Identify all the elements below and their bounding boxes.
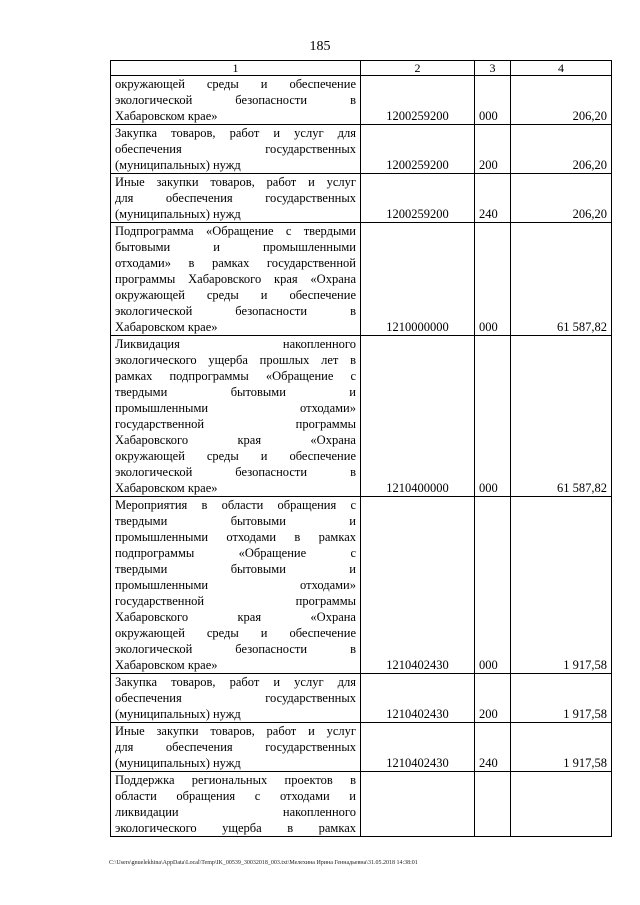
description-line: Иные закупки товаров, работ и услуг <box>115 175 356 189</box>
amount-value: 1 917,58 <box>511 674 612 723</box>
table-row <box>111 674 612 723</box>
description-line: Хабаровского края «Охрана <box>115 433 356 447</box>
description-line: области обращения с отходами и <box>115 789 356 803</box>
table-row <box>111 223 612 336</box>
row-description <box>111 76 361 125</box>
description-line: промышленными отходами» <box>115 578 356 592</box>
description-line: (муниципальных) нужд <box>115 158 241 172</box>
row-description <box>111 674 361 723</box>
expense-type-code: 000 <box>475 497 511 674</box>
row-description <box>111 723 361 772</box>
table-row <box>111 336 612 497</box>
table-row <box>111 76 612 125</box>
expense-type-code: 000 <box>475 223 511 336</box>
row-description <box>111 223 361 336</box>
row-description <box>111 174 361 223</box>
description-line: экологического ущерба в рамках <box>115 821 356 835</box>
description-line: экологической безопасности в <box>115 465 356 479</box>
table-header-row <box>111 61 612 76</box>
target-article-code: 1200259200 <box>361 174 475 223</box>
table-body <box>111 76 612 837</box>
target-article-code: 1210402430 <box>361 723 475 772</box>
description-line: Закупка товаров, работ и услуг для <box>115 126 356 140</box>
description-line: Хабаровском крае» <box>115 320 218 334</box>
column-header-3: 3 <box>475 61 511 76</box>
description-line: твердыми бытовыми и <box>115 514 356 528</box>
description-line: окружающей среды и обеспечение <box>115 288 356 302</box>
description-line: для обеспечения государственных <box>115 740 356 754</box>
amount-value <box>511 772 612 837</box>
budget-table <box>110 60 612 837</box>
amount-value: 1 917,58 <box>511 497 612 674</box>
expense-type-code: 200 <box>475 674 511 723</box>
description-line: Мероприятия в области обращения с <box>115 498 356 512</box>
table-row <box>111 723 612 772</box>
description-line: твердыми бытовыми и <box>115 562 356 576</box>
description-line: экологической безопасности в <box>115 304 356 318</box>
target-article-code <box>361 772 475 837</box>
description-line: Хабаровском крае» <box>115 109 218 123</box>
description-line: (муниципальных) нужд <box>115 707 241 721</box>
description-line: твердыми бытовыми и <box>115 385 356 399</box>
description-line: экологического ущерба прошлых лет в <box>115 353 356 367</box>
column-header-4: 4 <box>511 61 612 76</box>
amount-value: 1 917,58 <box>511 723 612 772</box>
description-line: экологической безопасности в <box>115 642 356 656</box>
description-line: программы Хабаровского края «Охрана <box>115 272 356 286</box>
column-header-2: 2 <box>361 61 475 76</box>
target-article-code: 1200259200 <box>361 76 475 125</box>
description-line: отходами» в рамках государственной <box>115 256 356 270</box>
description-line: окружающей среды и обеспечение <box>115 449 356 463</box>
file-path-footer: C:\Users\gnuelekhina\AppData\Local\Temp\IK_00539_30032018_003.txt\Мелехина Ирина Геннадьевна\31.05.2018 14:38:01 <box>109 860 418 866</box>
description-line: Иные закупки товаров, работ и услуг <box>115 724 356 738</box>
description-line: промышленными отходами» <box>115 401 356 415</box>
target-article-code: 1210402430 <box>361 497 475 674</box>
amount-value: 206,20 <box>511 76 612 125</box>
description-line: Ликвидация накопленного <box>115 337 356 351</box>
target-article-code: 1210000000 <box>361 223 475 336</box>
expense-type-code <box>475 772 511 837</box>
description-line: (муниципальных) нужд <box>115 207 241 221</box>
description-line: обеспечения государственных <box>115 691 356 705</box>
amount-value: 206,20 <box>511 125 612 174</box>
description-line: Хабаровского края «Охрана <box>115 610 356 624</box>
amount-value: 61 587,82 <box>511 336 612 497</box>
amount-value: 61 587,82 <box>511 223 612 336</box>
target-article-code: 1200259200 <box>361 125 475 174</box>
column-header-1: 1 <box>111 61 361 76</box>
description-line: государственной программы <box>115 594 356 608</box>
target-article-code: 1210402430 <box>361 674 475 723</box>
description-line: бытовыми и промышленными <box>115 240 356 254</box>
description-line: экологической безопасности в <box>115 93 356 107</box>
expense-type-code: 240 <box>475 723 511 772</box>
description-line: Закупка товаров, работ и услуг для <box>115 675 356 689</box>
table-row <box>111 174 612 223</box>
description-line: государственной программы <box>115 417 356 431</box>
table-row <box>111 497 612 674</box>
table-row <box>111 772 612 837</box>
description-line: окружающей среды и обеспечение <box>115 626 356 640</box>
expense-type-code: 000 <box>475 336 511 497</box>
row-description <box>111 125 361 174</box>
description-line: Подпрограмма «Обращение с твердыми <box>115 224 356 238</box>
row-description <box>111 497 361 674</box>
description-line: обеспечения государственных <box>115 142 356 156</box>
description-line: Поддержка региональных проектов в <box>115 773 356 787</box>
description-line: Хабаровском крае» <box>115 481 218 495</box>
description-line: промышленными отходами в рамках <box>115 530 356 544</box>
description-line: ликвидации накопленного <box>115 805 356 819</box>
description-line: Хабаровском крае» <box>115 658 218 672</box>
expense-type-code: 240 <box>475 174 511 223</box>
description-line: окружающей среды и обеспечение <box>115 77 356 91</box>
row-description <box>111 336 361 497</box>
target-article-code: 1210400000 <box>361 336 475 497</box>
description-line: подпрограммы «Обращение с <box>115 546 356 560</box>
description-line: рамках подпрограммы «Обращение с <box>115 369 356 383</box>
page-number: 185 <box>309 39 331 54</box>
expense-type-code: 200 <box>475 125 511 174</box>
expense-type-code: 000 <box>475 76 511 125</box>
row-description <box>111 772 361 837</box>
description-line: для обеспечения государственных <box>115 191 356 205</box>
table-row <box>111 125 612 174</box>
amount-value: 206,20 <box>511 174 612 223</box>
description-line: (муниципальных) нужд <box>115 756 241 770</box>
